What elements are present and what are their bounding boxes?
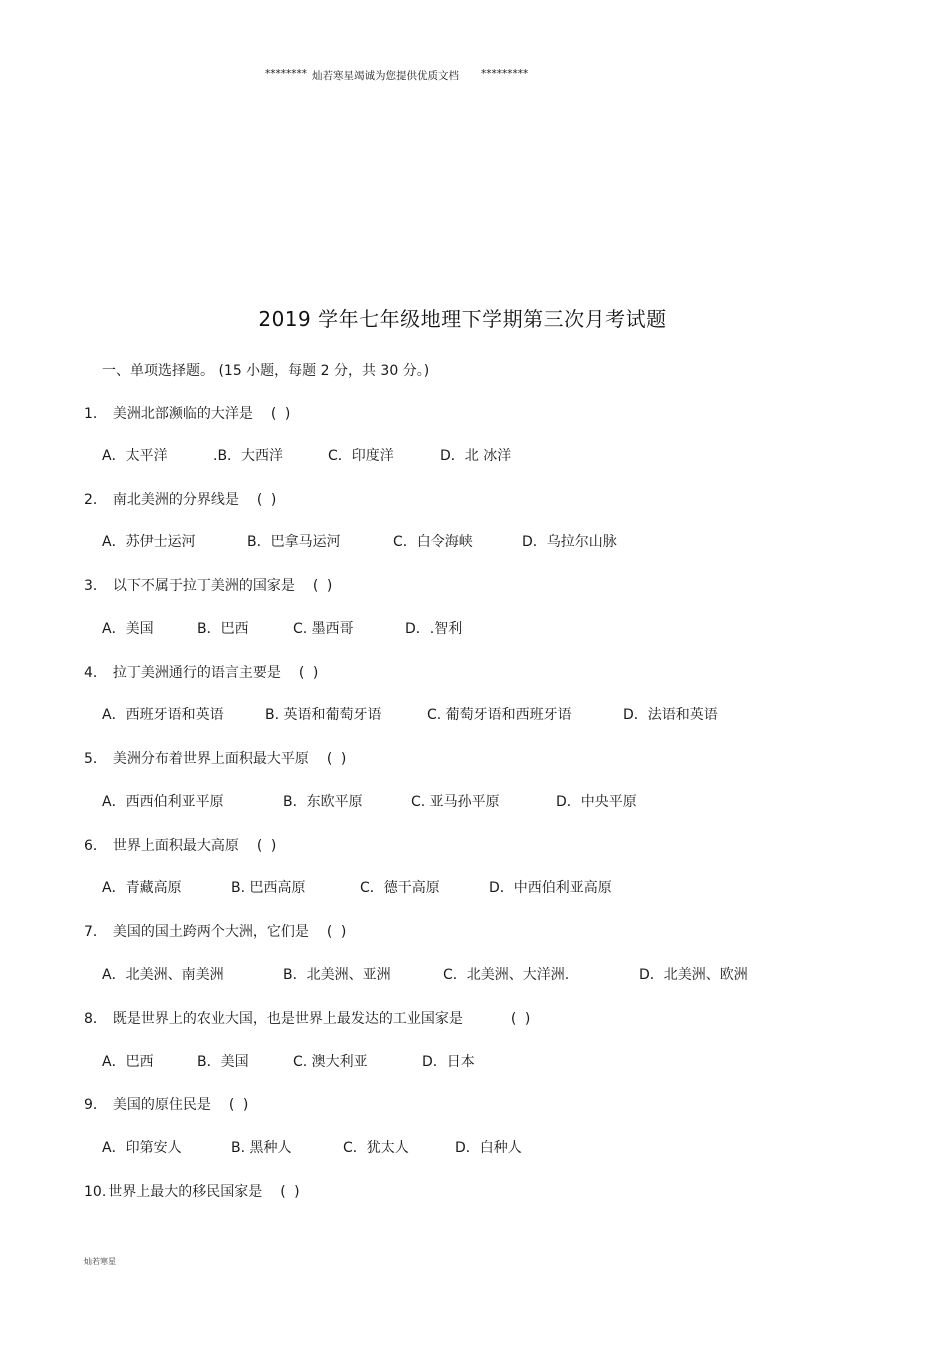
option-a: A．北美洲、南美洲 [102, 967, 224, 983]
question-number: 5． [84, 751, 107, 767]
option-b: B．巴西 [197, 621, 249, 637]
question-text: 世界上面积最大高原 [112, 838, 239, 854]
option-d: D．中央平原 [556, 794, 637, 810]
option-d: D．中西伯利亚高原 [489, 880, 612, 896]
option-a: A．美国 [102, 621, 154, 637]
question-number: 1． [84, 406, 107, 422]
option-b: B．美国 [197, 1054, 249, 1070]
question-number: 8． [84, 1011, 107, 1027]
option-d: D．北 冰洋 [440, 448, 512, 464]
question-7 [84, 921, 348, 941]
option-d: D．白种人 [455, 1140, 522, 1156]
question-text: 以下不属于拉丁美洲的国家是 [112, 578, 295, 594]
question-number: 9． [84, 1097, 107, 1113]
question-text: 南北美洲的分界线是 [112, 492, 239, 508]
option-c: C. 墨西哥 [293, 621, 354, 637]
option-c: C．犹太人 [343, 1140, 409, 1156]
option-a: A．西班牙语和英语 [102, 707, 224, 723]
question-number: 2． [84, 492, 107, 508]
question-number: 6． [84, 838, 107, 854]
option-a: A．青藏高原 [102, 880, 182, 896]
option-b: B. 巴西高原 [231, 880, 306, 896]
question-6 [84, 835, 278, 855]
option-c: C．白令海峡 [393, 534, 473, 550]
question-5 [84, 748, 348, 768]
option-c: C．德干高原 [360, 880, 440, 896]
question-number: 4． [84, 665, 107, 681]
option-c: C. 亚马孙平原 [411, 794, 500, 810]
question-number: 3． [84, 578, 107, 594]
question-1 [84, 403, 292, 423]
question-number: 7． [84, 924, 107, 940]
page-title: 2019 学年七年级地理下学期第三次月考试题 [258, 307, 667, 331]
option-b: B. 黑种人 [231, 1140, 292, 1156]
question-text: 美国的国土跨两个大洲，它们是 [112, 924, 309, 940]
answer-blank: ( ) [510, 1011, 533, 1027]
question-text: 拉丁美洲通行的语言主要是 [112, 665, 281, 681]
option-a: A．苏伊士运河 [102, 534, 196, 550]
option-b: .B．大西洋 [213, 448, 284, 464]
question-text: 世界上最大的移民国家是 [108, 1184, 263, 1200]
option-d: D．乌拉尔山脉 [522, 534, 617, 550]
answer-blank: ( ) [326, 751, 349, 767]
answer-blank: ( ) [298, 665, 321, 681]
question-3 [84, 575, 334, 595]
answer-blank: ( ) [256, 492, 279, 508]
question-text: 美洲分布着世界上面积最大平原 [112, 751, 309, 767]
answer-blank: ( ) [270, 406, 293, 422]
option-a: A．太平洋 [102, 448, 168, 464]
option-b: B．巴拿马运河 [247, 534, 341, 550]
answer-blank: ( ) [280, 1184, 302, 1200]
option-d: D．.智利 [405, 621, 463, 637]
question-2 [84, 489, 278, 509]
answer-blank: ( ) [326, 924, 349, 940]
question-text: 美洲北部濒临的大洋是 [112, 406, 253, 422]
question-number: 10. [84, 1184, 107, 1200]
option-a: A．西西伯利亚平原 [102, 794, 224, 810]
option-d: D．日本 [422, 1054, 475, 1070]
question-10 [84, 1181, 302, 1201]
option-b: B. 英语和葡萄牙语 [265, 707, 382, 723]
header-text: 灿若寒星竭诚为您提供优质文档 [312, 70, 459, 82]
question-9 [84, 1094, 250, 1114]
option-b: B．北美洲、亚洲 [283, 967, 391, 983]
option-a: A．巴西 [102, 1054, 154, 1070]
page-footer: 灿若寒星 [84, 1257, 116, 1266]
question-4 [84, 662, 320, 682]
option-c: C. 澳大利亚 [293, 1054, 368, 1070]
answer-blank: ( ) [256, 838, 279, 854]
question-text: 既是世界上的农业大国，也是世界上最发达的工业国家是 [112, 1011, 463, 1027]
option-c: C．北美洲、大洋洲. [443, 967, 570, 983]
section-heading: 一、单项选择题。 (15 小题，每题 2 分，共 30 分。) [102, 363, 430, 379]
option-d: D．法语和英语 [623, 707, 718, 723]
option-c: C．印度洋 [328, 448, 394, 464]
option-a: A．印第安人 [102, 1140, 182, 1156]
question-8 [84, 1008, 532, 1028]
option-d: D．北美洲、欧洲 [639, 967, 748, 983]
option-c: C. 葡萄牙语和西班牙语 [427, 707, 572, 723]
answer-blank: ( ) [228, 1097, 251, 1113]
header-stars-right: ********* [481, 68, 529, 80]
answer-blank: ( ) [312, 578, 335, 594]
header-stars-left: ******** [265, 68, 307, 80]
option-b: B．东欧平原 [283, 794, 363, 810]
question-text: 美国的原住民是 [112, 1097, 211, 1113]
